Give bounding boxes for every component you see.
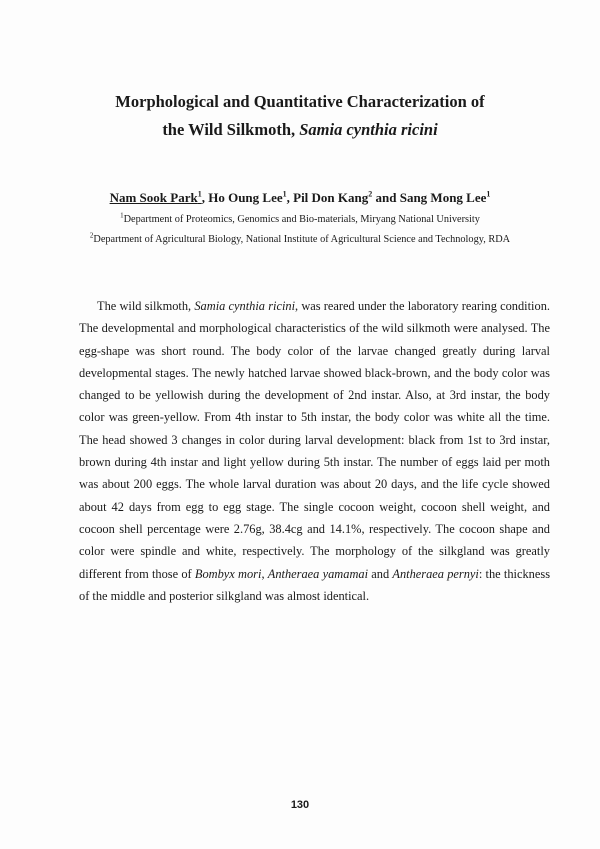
author-list: Nam Sook Park$^1$, Ho Oung Lee$^1$, Pil Don Kang$^2$ and Sang Mong Lee$^1$ (109, 189, 491, 205)
author-name: Pil Don Kang$^2$ (293, 189, 373, 205)
abstract-paragraph: The wild silkmoth, Samia cynthia ricini, was reared under the laboratory rearing condition. The developmental and morphological characteristics of the wild silkmoth were analysed. The egg-shape was short round. The body color of the larvae changed greatly during larval developmental stages. The newly hatched larvae showed black-brown, and the body color was changed to be yellowish during the development of 2nd instar. Also, at 3rd instar, the body color was green-yellow. From 4th instar to 5th instar, the body color was white all the time. The head showed 3 changes in color during larval development: black from 1st to 3rd instar, brown during 4th instar and light yellow during 5th instar. The number of eggs laid per moth was about 200 eggs. The whole larval duration was about 20 days, and the life cycle showed about 42 days from egg to egg stage. The single cocoon weight, cocoon shell weight, and cocoon shell percentage were 2.76g, 38.4cg and 14.1%, respectively. The cocoon shape and color were spindle and white, respectively. The morphology of the silkgland was greatly different from those of Bombyx mori, Antheraea yamamai and Antheraea pernyi: the thickness of the middle and posterior silkgland was almost identical. (79, 299, 551, 603)
paper-title-line-1: Morphological and Quantitative Characterization of (115, 92, 485, 111)
affiliation-2: $^2$Department of Agricultural Biology, National Institute of Agricultural Science and Technology, RDA (89, 231, 511, 245)
author-name: Nam Sook Park$^1$ (109, 189, 202, 205)
title-species-name: Samia cynthia ricini (299, 120, 438, 139)
author-name: Ho Oung Lee$^1$ (208, 189, 287, 205)
author-name: Sang Mong Lee$^1$ (399, 189, 491, 205)
paper-title-line-2 (0, 116, 600, 144)
affiliation-1: $^1$Department of Proteomics, Genomics and Bio-materials, Miryang National University (120, 211, 480, 225)
abstract (79, 295, 550, 607)
title-prefix: the Wild Silkmoth, (162, 120, 300, 139)
page-number: 130 (290, 799, 310, 811)
